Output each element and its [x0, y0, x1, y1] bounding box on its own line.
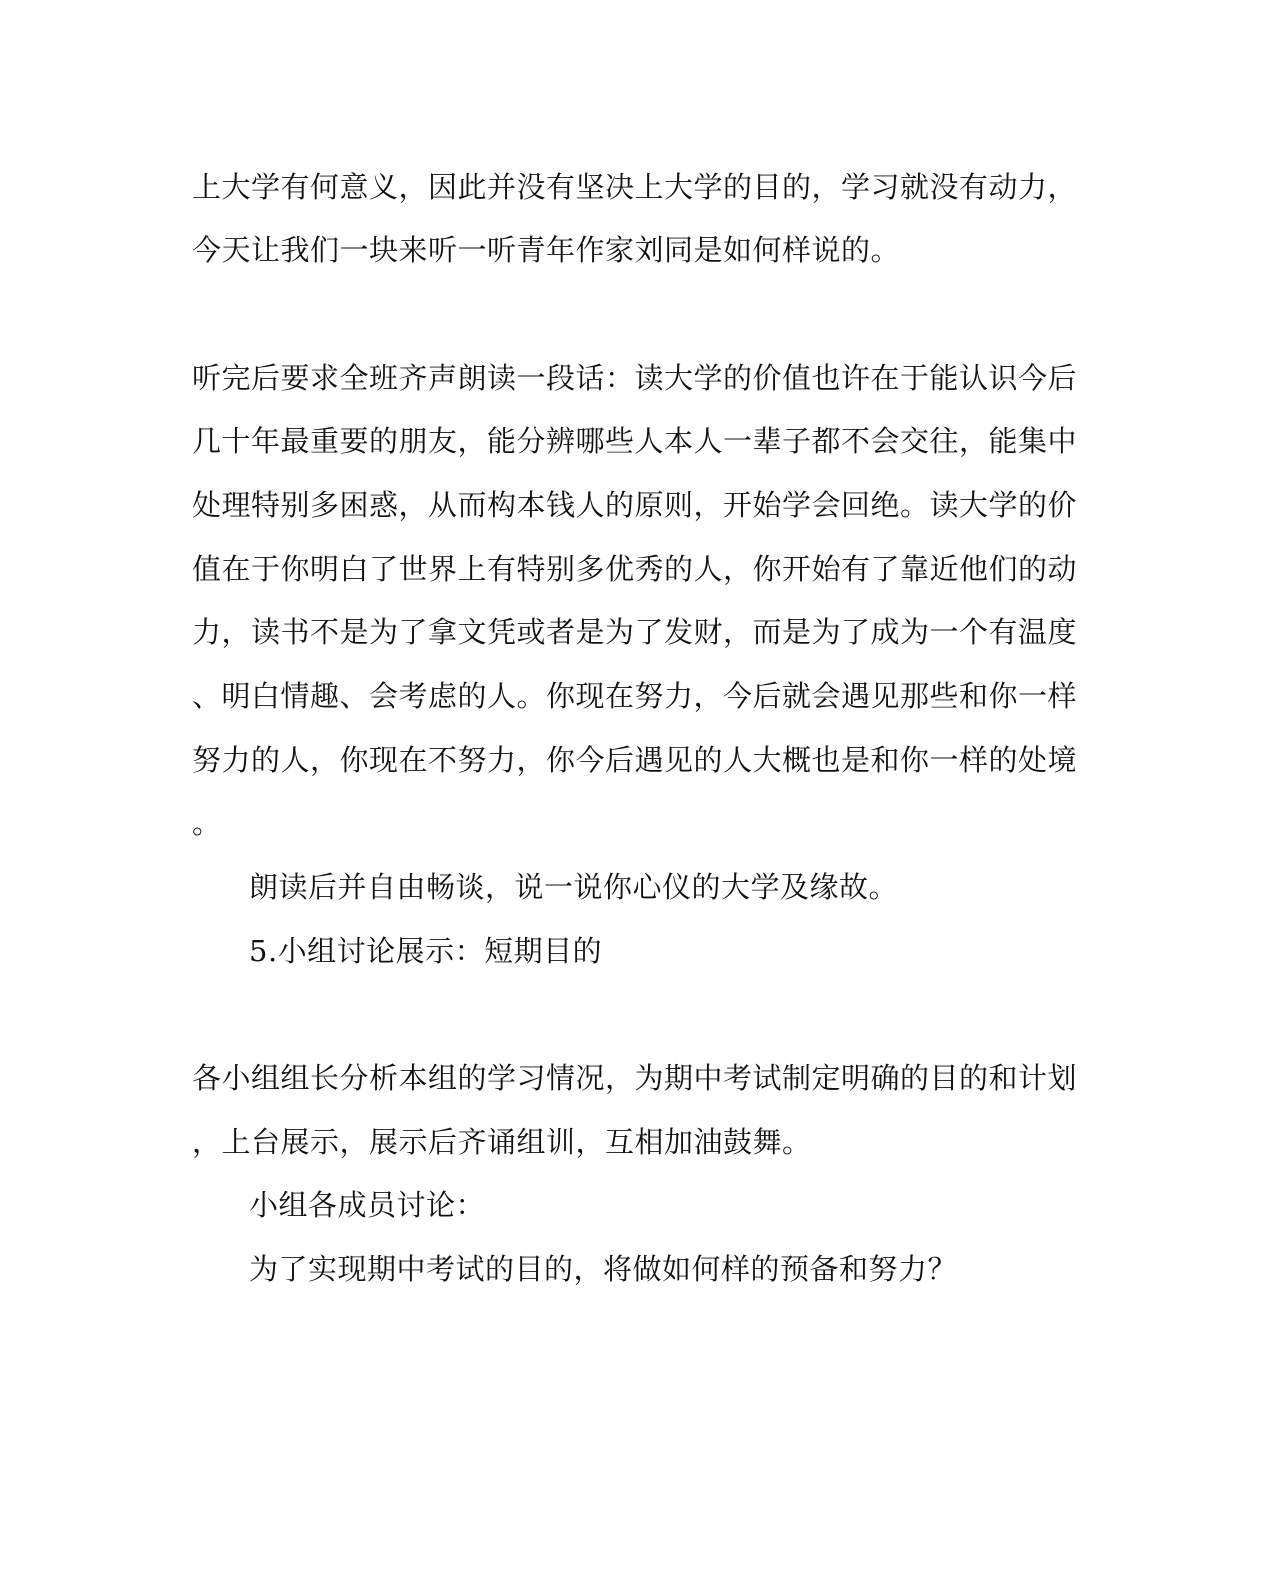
text-line: 处理特别多困惑，从而构本钱人的原则，开始学会回绝。读大学的价 [192, 488, 1078, 522]
text-line: 今天让我们一块来听一听青年作家刘同是如何样说的。 [192, 233, 901, 267]
text-line: 力，读书不是为了拿文凭或者是为了发财，而是为了成为一个有温度 [192, 615, 1078, 649]
text-line: 上大学有何意义，因此并没有坚决上大学的目的，学习就没有动力， [192, 170, 1078, 204]
text-line: 努力的人，你现在不努力，你今后遇见的人大概也是和你一样的处境 [192, 743, 1078, 777]
text-line: 听完后要求全班齐声朗读一段话：读大学的价值也许在于能认识今后 [192, 361, 1078, 395]
text-line: 、明白情趣、会考虑的人。你现在努力，今后就会遇见那些和你一样 [192, 679, 1078, 713]
text-line: 朗读后并自由畅谈，说一说你心仪的大学及缘故。 [249, 870, 899, 904]
text-line: 小组各成员讨论： [249, 1188, 486, 1222]
section-heading: 5.小组讨论展示：短期目的 [249, 934, 603, 968]
text-line: 值在于你明白了世界上有特别多优秀的人，你开始有了靠近他们的动 [192, 552, 1078, 586]
text-line: 为了实现期中考试的目的，将做如何样的预备和努力？ [249, 1252, 958, 1286]
text-line: ，上台展示，展示后齐诵组训，互相加油鼓舞。 [192, 1125, 812, 1159]
text-line: 。 [192, 806, 222, 840]
text-line: 几十年最重要的朋友，能分辨哪些人本人一辈子都不会交往，能集中 [192, 424, 1078, 458]
text-line: 各小组组长分析本组的学习情况，为期中考试制定明确的目的和计划 [192, 1061, 1078, 1095]
